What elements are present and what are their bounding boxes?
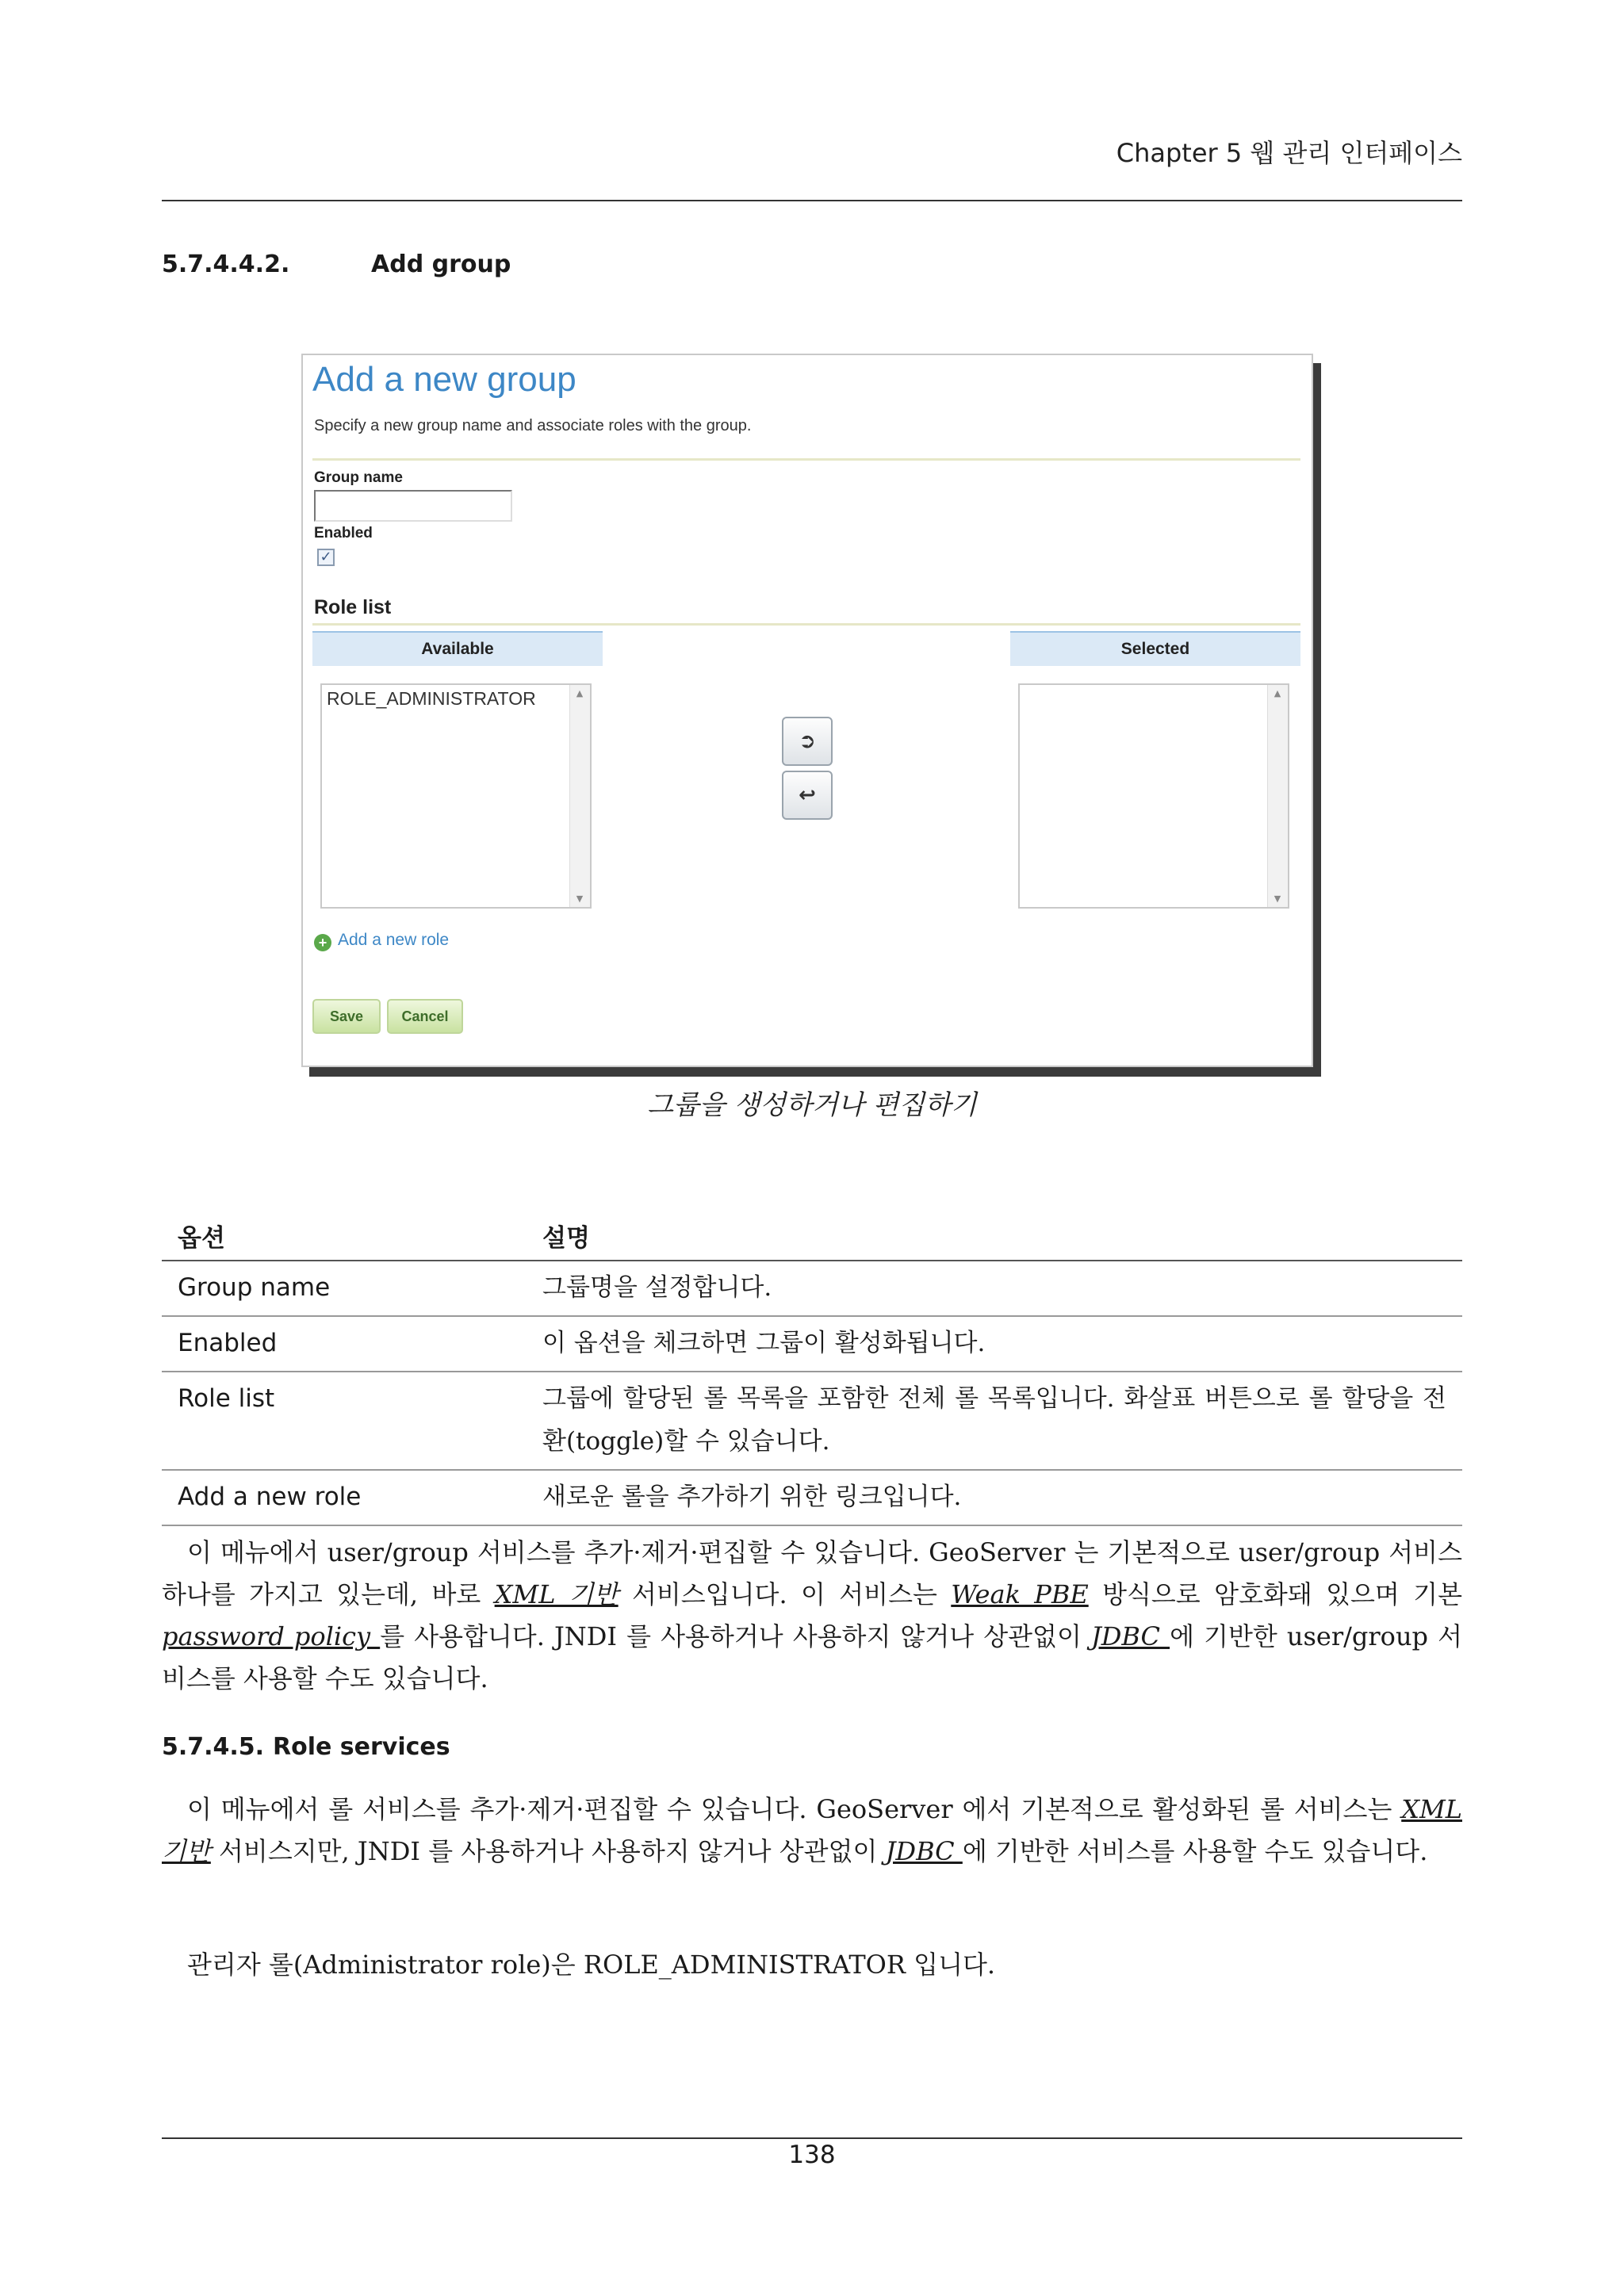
option-cell: Enabled [162,1316,527,1372]
description-cell: 이 옵션을 체크하면 그룹이 활성화됩니다. [527,1316,1462,1372]
figure-caption: 그룹을 생성하거나 편집하기 [647,1089,977,1121]
admin-role-paragraph: 관리자 롤(Administrator role)은 ROLE_ADMINISTRATOR 입니다. [187,1950,996,1980]
para-text: 이 메뉴에서 user/group 서비스를 추가·제거·편집할 수 있습니다. GeoServer 는 기본적으로 user/group 서비스 하나를 가지고 있는데, 바로 [162,1537,1462,1609]
scroll-down-icon[interactable]: ▼ [1274,894,1281,904]
password-policy-link[interactable]: password policy [162,1621,381,1651]
table-header-row [162,1213,1462,1261]
section-title: Add group [371,251,511,278]
option-cell: Group name [162,1261,527,1316]
cancel-button[interactable]: Cancel [387,999,463,1034]
add-group-screenshot [301,354,1313,1067]
enabled-label: Enabled [314,525,373,541]
para-text: 에 기반한 서비스를 사용할 수도 있습니다. [962,1836,1428,1866]
option-cell: Add a new role [162,1470,527,1525]
xml-link[interactable]: XML 기반 [494,1579,619,1609]
para-text: 서비스입니다. 이 서비스는 [618,1579,952,1609]
move-to-available-button[interactable] [782,771,833,820]
subsection-title: Role services [273,1733,450,1761]
move-to-selected-button[interactable] [782,717,833,766]
add-new-role-label: Add a new role [338,931,450,949]
description-cell: 그룹에 할당된 롤 목록을 포함한 전체 롤 목록입니다. 화살표 버튼으로 롤 할당을 전환(toggle)할 수 있습니다. [527,1372,1462,1470]
jdbc-link[interactable]: JDBC [885,1836,963,1866]
chapter-header: Chapter 5 웹 관리 인터페이스 [1116,138,1462,168]
table-row [162,1470,1462,1525]
option-cell: Role list [162,1372,527,1470]
form-subtitle: Specify a new group name and associate roles with the group. [314,417,752,434]
description-cell: 그룹명을 설정합니다. [527,1261,1462,1316]
scroll-up-icon[interactable]: ▲ [1274,688,1281,698]
options-table [162,1213,1462,1526]
add-new-role-link[interactable] [314,931,449,951]
add-icon: + [314,934,331,951]
jdbc-link[interactable]: JDBC [1090,1621,1170,1651]
available-list-scrollbar[interactable] [569,685,590,907]
scroll-down-icon[interactable]: ▼ [576,894,584,904]
available-roles-list[interactable] [320,683,592,909]
table-row [162,1372,1462,1470]
role-list-label: Role list [314,596,392,618]
group-name-label: Group name [314,469,403,486]
group-name-input[interactable] [314,490,512,522]
role-list-divider [312,623,1300,626]
available-role-item[interactable]: ROLE_ADMINISTRATOR [327,688,536,709]
user-group-services-paragraph [162,1532,1462,1700]
para-text: 방식으로 암호화돼 있으며 기본 [1088,1579,1462,1609]
table-row [162,1261,1462,1316]
para-text: 에 기반한 user/group 서비스를 사용할 수도 있습니다. [162,1621,1463,1693]
xml-link[interactable]: XML 기반 [162,1794,1462,1866]
table-row [162,1316,1462,1372]
description-column-header: 설명 [527,1213,1462,1261]
para-text: 이 메뉴에서 롤 서비스를 추가·제거·편집할 수 있습니다. GeoServer 에서 기본적으로 활성화된 롤 서비스는 [187,1794,1402,1824]
save-button[interactable]: Save [312,999,381,1034]
subsection-number: 5.7.4.5. [162,1733,265,1761]
description-cell: 새로운 롤을 추가하기 위한 링크입니다. [527,1470,1462,1525]
available-header: Available [312,631,603,666]
header-rule [162,200,1462,201]
para-text: 서비스지만, JNDI 를 사용하거나 사용하지 않거나 상관없이 [210,1836,886,1866]
enabled-checkbox[interactable]: ✓ [317,549,335,566]
selected-list-scrollbar[interactable] [1267,685,1288,907]
footer-rule [162,2137,1462,2139]
page-number: 138 [788,2141,836,2169]
arrow-right-icon: ➲ [799,729,816,753]
title-divider [312,458,1300,461]
para-text: 를 사용합니다. JNDI 를 사용하거나 사용하지 않거나 상관없이 [380,1621,1091,1651]
arrow-left-icon: ↩ [799,783,816,807]
weak-pbe-link[interactable]: Weak PBE [951,1579,1089,1609]
form-title: Add a new group [312,360,576,399]
scroll-up-icon[interactable]: ▲ [576,688,584,698]
option-column-header: 옵션 [162,1213,527,1261]
selected-roles-list[interactable] [1018,683,1289,909]
role-services-paragraph [162,1789,1462,1873]
section-number: 5.7.4.4.2. [162,251,290,278]
selected-header: Selected [1010,631,1300,666]
